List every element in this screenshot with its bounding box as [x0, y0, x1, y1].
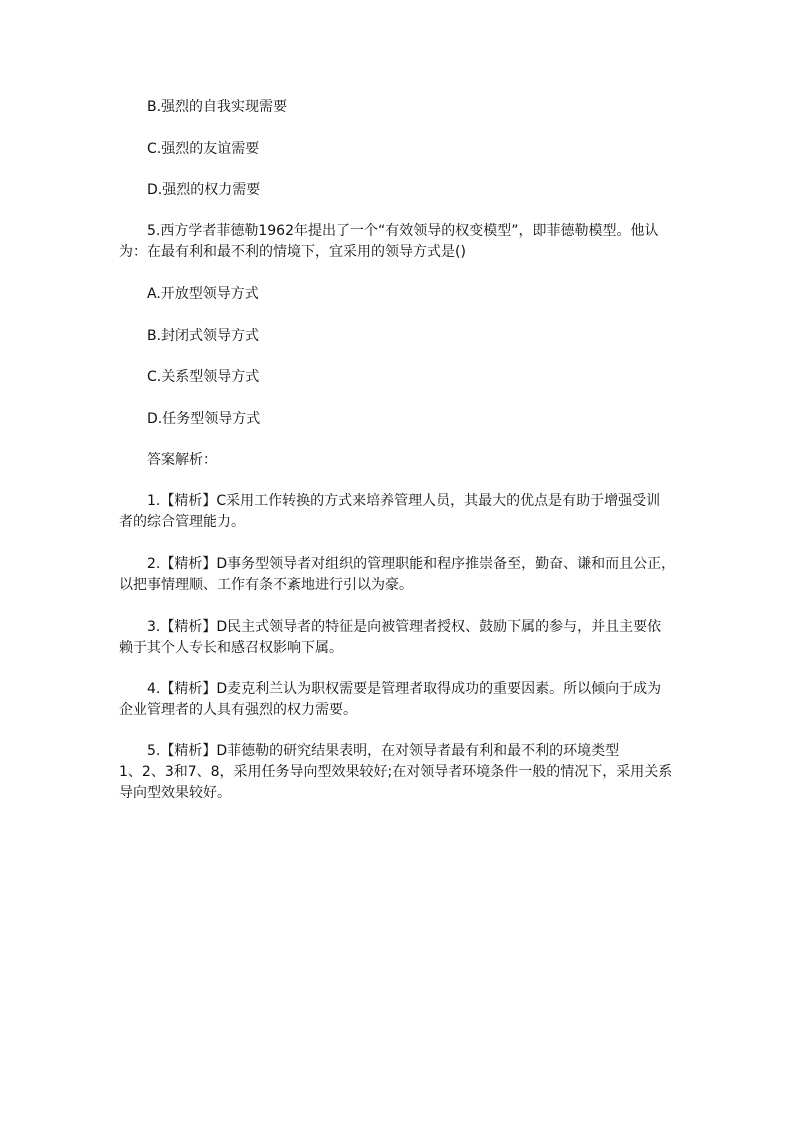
answer-1-line-1: 1.【精析】C采用工作转换的方式来培养管理人员，其最大的优点是有助于增强受训 [147, 493, 661, 509]
option-b-q5: B.封闭式领导方式 [147, 328, 260, 344]
answer-1-line-2: 者的综合管理能力。 [119, 514, 245, 530]
question-5-line-1: 5.西方学者菲德勒1962年提出了一个“有效领导的权变模型”，即菲德勒模型。他认 [147, 223, 659, 239]
answer-3-line-1: 3.【精析】D民主式领导者的特征是向被管理者授权、鼓励下属的参与，并且主要依 [147, 619, 662, 635]
option-c-q4: C.强烈的友谊需要 [147, 141, 260, 157]
question-5-line-2: 为：在最有利和最不利的情境下，宜采用的领导方式是() [119, 244, 466, 260]
answer-header: 答案解析： [147, 452, 217, 468]
answer-2-line-1: 2.【精析】D事务型领导者对组织的管理职能和程序推崇备至，勤奋、谦和而且公正， [147, 556, 676, 572]
answer-3-line-2: 赖于其个人专长和感召权影响下属。 [119, 640, 343, 656]
answer-5-line-1: 5.【精析】D菲德勒的研究结果表明，在对领导者最有利和最不利的环境类型 [147, 743, 620, 759]
option-c-q5: C.关系型领导方式 [147, 369, 260, 385]
answer-5-line-2: 1、2、3和7、8，采用任务导向型效果较好;在对领导者环境条件一般的情况下，采用关系 [119, 764, 673, 780]
option-b-q4: B.强烈的自我实现需要 [147, 99, 288, 115]
option-a-q5: A.开放型领导方式 [147, 286, 259, 302]
answer-4-line-2: 企业管理者的人具有强烈的权力需要。 [119, 702, 357, 718]
answer-4-line-1: 4.【精析】D麦克利兰认为职权需要是管理者取得成功的重要因素。所以倾向于成为 [147, 681, 662, 697]
answer-5-line-3: 导向型效果较好。 [119, 785, 231, 801]
answer-2-line-2: 以把事情理顺、工作有条不紊地进行引以为豪。 [119, 577, 413, 593]
option-d-q5: D.任务型领导方式 [147, 411, 261, 427]
option-d-q4: D.强烈的权力需要 [147, 182, 261, 198]
